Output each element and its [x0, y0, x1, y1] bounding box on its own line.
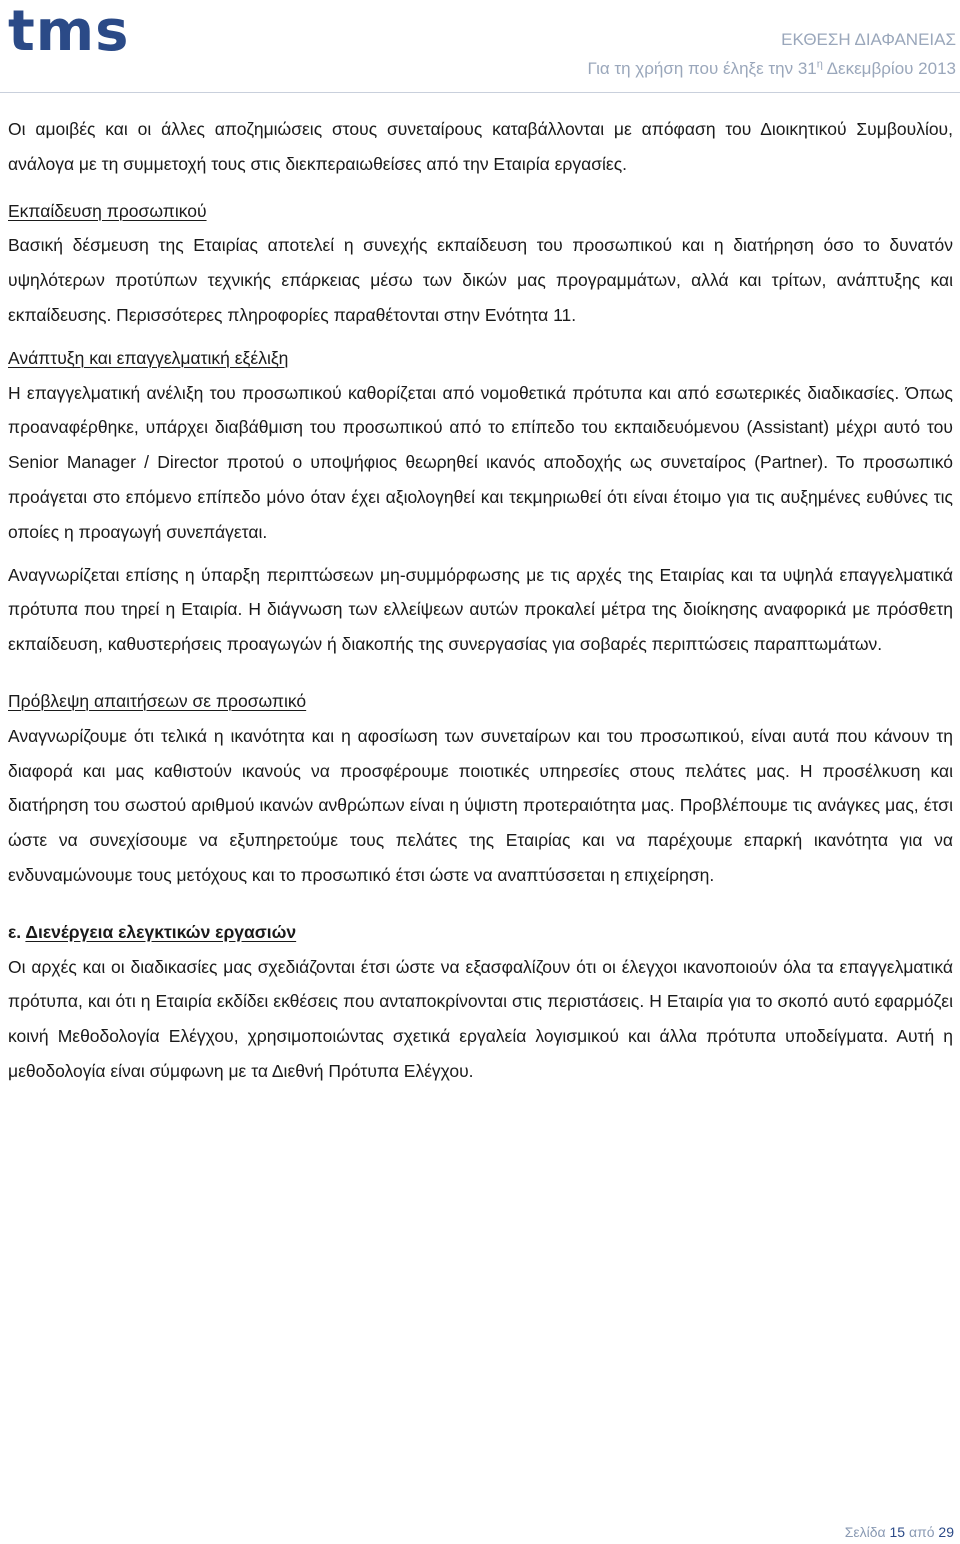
- page-total: 29: [938, 1524, 954, 1540]
- report-period-pre: Για τη χρήση που έληξε την 31: [587, 59, 817, 78]
- staffing-paragraph: Αναγνωρίζουμε ότι τελικά η ικανότητα και η αφοσίωση των συνεταίρων και του προσωπικού, είναι αυτά που κάνουν τη διαφορά και μας καθιστούν ικανούς να προσφέρουμε ποιοτικές υπηρεσίες στους πελάτες μας. Η προσέλκυση και διατήρηση του σωστού αριθμού ικανών ανθρώπων είναι η ύψιστη προτεραιότητα μας. Προβλέπουμε τις ανάγκες μας, έτσι ώστε να συνεχίσουμε να εξυπηρετούμε τους πελάτες της Εταιρίας και να παρέχουμε επαρκή ικανότητα για να ενδυναμώνουμε τους μετόχους και το προσωπικό έτσι ώστε να αναπτύσσεται η επιχείρηση.: [8, 725, 953, 885]
- intro-paragraph: Οι αμοιβές και οι άλλες αποζημιώσεις στους συνεταίρους καταβάλλονται με απόφαση του Διοικητικού Συμβουλίου, ανάλογα με τη συμμετοχή τους στις διεκπεραιωθείσες από την Εταιρία εργασίες.: [8, 119, 953, 174]
- development-paragraph: Η επαγγελματική ανέλιξη του προσωπικού καθορίζεται από νομοθετικά πρότυπα και από εσωτερικές διαδικασίες. Όπως προαναφέρθηκε, υπάρχει διαβάθμιση του προσωπικού από το επίπεδο του εκπαιδευόμενου (Assistant) μέχρι αυτό του Senior Manager / Director προτού ο υποψήφιος θεωρηθεί ικανός αποδοχής ως συνεταίρος (Partner). Το προσωπικό προάγεται στο επόμενο επίπεδο μόνο όταν έχει αξιολογηθεί και τεκμηριωθεί ότι είναι έτοιμο για τις αυξημένες ευθύνες τις οποίες η προαγωγή συνεπάγεται.: [8, 382, 953, 542]
- page-label: Σελίδα: [844, 1524, 886, 1540]
- report-period-sup: η: [816, 58, 823, 71]
- page-number: [845, 1524, 954, 1540]
- tms-logo: tms: [8, 0, 130, 64]
- training-heading: Εκπαίδευση προσωπικού: [8, 200, 207, 221]
- page-of: από: [908, 1524, 935, 1540]
- audit-section-heading: [8, 915, 953, 950]
- audit-paragraph: Οι αρχές και οι διαδικασίες μας σχεδιάζονται έτσι ώστε να εξασφαλίζουν ότι οι έλεγχοι ικανοποιούν όλα τα επαγγελματικά πρότυπα, και ότι η Εταιρία εκδίδει εκθέσεις που ανταποκρίνονται στις περιστάσεις. Η Εταιρία για το σκοπό αυτό εφαρμόζει κοινή Μεθοδολογία Ελέγχου, χρησιμοποιώντας σχετικά εργαλεία λογισμικού και άλλα πρότυπα υποδείγματα. Αυτή η μεθοδολογία είναι σύμφωνη με τα Διεθνή Πρότυπα Ελέγχου.: [8, 956, 953, 1081]
- page-current: 15: [889, 1524, 906, 1540]
- document-body: [8, 112, 953, 1089]
- report-period-post: Δεκεμβρίου 2013: [822, 59, 956, 78]
- development-heading: Ανάπτυξη και επαγγελματική εξέλιξη: [8, 347, 289, 368]
- report-title: ΕΚΘΕΣΗ ΔΙΑΦΑΝΕΙΑΣ: [781, 30, 956, 49]
- page-header: [0, 0, 960, 90]
- report-period: [587, 58, 956, 80]
- training-paragraph: Βασική δέσμευση της Εταιρίας αποτελεί η συνεχής εκπαίδευση του προσωπικού και η διατήρηση όσο το δυνατόν υψηλότερων προτύπων τεχνικής επάρκειας μέσω των δικών μας προγραμμάτων, αλλά και τρίτων, ανάπτυξης και εκπαίδευσης. Περισσότερες πληροφορίες παραθέτονται στην Ενότητα 11.: [8, 235, 953, 325]
- header-divider: [0, 92, 960, 93]
- development-paragraph-2: Αναγνωρίζεται επίσης η ύπαρξη περιπτώσεων μη-συμμόρφωσης με τις αρχές της Εταιρίας και τα υψηλά επαγγελματικά πρότυπα που τηρεί η Εταιρία. Η διάγνωση των ελλείψεων αυτών προκαλεί μέτρα της διοίκησης αναφορικά με πρόσθετη εκπαίδευση, καθυστερήσεις προαγωγών ή διακοπής της συνεργασίας για σοβαρές περιπτώσεις παραπτωμάτων.: [8, 564, 953, 655]
- audit-heading-prefix: ε.: [8, 921, 26, 942]
- audit-heading-title: Διενέργεια ελεγκτικών εργασιών: [25, 921, 297, 942]
- staffing-heading: Πρόβλεψη απαιτήσεων σε προσωπικό: [8, 690, 307, 711]
